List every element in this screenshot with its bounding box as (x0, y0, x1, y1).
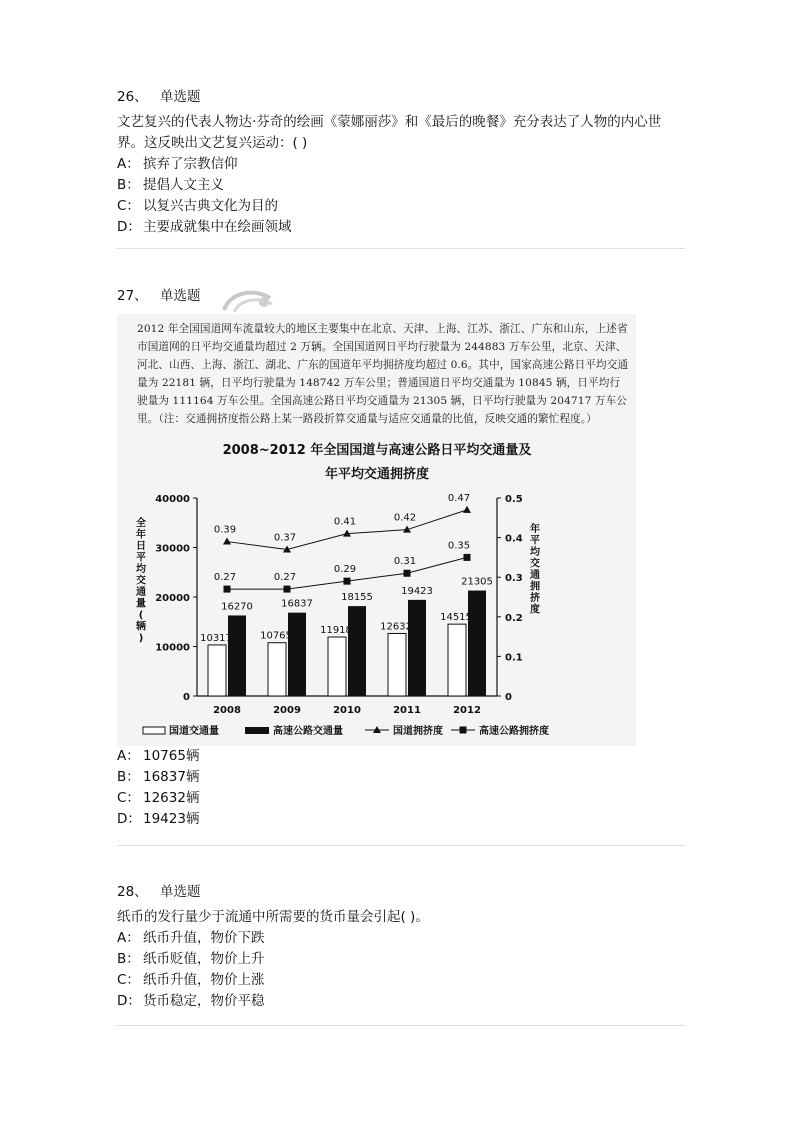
option-a[interactable]: A： 10765辆 (117, 748, 200, 764)
line-value-label: 0.42 (393, 512, 417, 524)
figure-paragraph: 2012 年全国国道网车流量较大的地区主要集中在北京、天津、上海、江苏、浙江、广东和山东，上述省市国道网的日平均交通量均超过 2 万辆。全国国道网日平均行驶量为 244883 万车公里，北京、天津、河北、山西、上海、浙江、湖北、广东的国道年平均拥挤度均超过 0.6。其中，国家高速公路日平均交通量为 22181 辆，日平均行驶量为 148742 万车公里；普通国道日平均交通量为 10845 辆，日平均行驶量为 111164 万车公里。全国高速公路日平均交通量为 21305 辆，日平均行驶量为 204717 万车公里。（注：交通拥挤度指公路上某一路段折算交通量与适应交通量的比值，反映交通的繁忙程度。） (137, 323, 629, 425)
option-a[interactable]: A： 纸币升值，物价下跌 (117, 930, 265, 946)
swirl-watermark-icon (220, 286, 280, 316)
legend-swatch-gaosu (245, 727, 269, 734)
question-number: 26、 (117, 89, 148, 105)
divider (117, 248, 685, 249)
y-tick-label: 20000 (155, 593, 190, 604)
question-header (117, 86, 687, 108)
question-number: 28、 (117, 884, 148, 900)
bar-value-label: 16837 (281, 598, 313, 610)
bar-gaosu (468, 591, 486, 696)
question-27-options (117, 746, 687, 830)
bar-guodao (328, 637, 346, 696)
chart (117, 314, 636, 746)
legend-label: 国道拥挤度 (393, 726, 443, 737)
y-axis-title: 全年日平均交通量(辆) (136, 518, 146, 644)
option-b[interactable]: B： 纸币贬值，物价上升 (117, 951, 265, 967)
question-27 (117, 285, 687, 307)
x-tick-label: 2010 (333, 705, 361, 716)
legend-swatch-guodao (143, 727, 165, 734)
option-c[interactable]: C： 12632辆 (117, 790, 200, 806)
line-value-label: 0.35 (447, 540, 471, 552)
line-value-label: 0.47 (447, 492, 471, 504)
option-d[interactable]: D： 货币稳定，物价平稳 (117, 993, 265, 1009)
line-value-label: 0.37 (273, 532, 297, 544)
question-type: 单选题 (159, 884, 201, 900)
option-c[interactable]: C： 以复兴古典文化为目的 (117, 198, 278, 214)
chart-figure (117, 314, 636, 746)
bar-gaosu (408, 600, 426, 696)
line-value-label: 0.27 (273, 572, 297, 584)
bar-value-label: 16270 (221, 601, 253, 613)
y2-tick-label: 0.2 (505, 612, 523, 624)
question-type: 单选题 (159, 288, 201, 304)
legend (143, 724, 549, 737)
y-axis-label (135, 516, 146, 644)
bar-gaosu (348, 606, 366, 696)
line-value-label: 0.39 (213, 524, 237, 536)
line-value-label: 0.31 (393, 556, 417, 568)
y-tick-label: 10000 (155, 642, 190, 654)
legend-square-icon (460, 727, 467, 734)
bar-guodao (268, 643, 286, 696)
y2-tick-label: 0.1 (505, 652, 523, 664)
question-type: 单选题 (159, 89, 201, 105)
bar-guodao (388, 633, 406, 696)
triangle-marker (463, 506, 471, 513)
chart-title-line2: 年平均交通拥挤度 (324, 467, 430, 482)
x-tick-label: 2012 (453, 705, 481, 716)
question-number: 27、 (117, 288, 148, 304)
bar-guodao (208, 645, 226, 696)
square-marker (404, 570, 411, 577)
line-value-label: 0.29 (333, 564, 357, 576)
triangle-marker (223, 538, 231, 545)
y-tick-label: 40000 (155, 494, 190, 505)
question-26 (117, 86, 687, 238)
bar-value-label: 10317 (200, 632, 232, 644)
option-c[interactable]: C： 纸币升值，物价上涨 (117, 972, 265, 988)
bar-value-label: 12632 (380, 621, 412, 633)
legend-label: 高速公路拥挤度 (479, 726, 549, 737)
option-d[interactable]: D： 主要成就集中在绘画领域 (117, 219, 292, 235)
option-b[interactable]: B： 16837辆 (117, 769, 200, 785)
square-marker (224, 586, 231, 593)
line-value-label: 0.41 (333, 516, 357, 528)
bar-guodao (448, 624, 466, 696)
question-stem: 文艺复兴的代表人物达·芬奇的绘画《蒙娜丽莎》和《最后的晚餐》充分表达了人物的内心世界。这反映出文艺复兴运动：( ) (117, 114, 662, 151)
bar-gaosu (228, 615, 246, 696)
y2-tick-label: 0.4 (505, 533, 523, 545)
y2-tick-label: 0.5 (505, 494, 523, 505)
y2-tick-label: 0.3 (505, 573, 523, 585)
bar-value-label: 21305 (461, 576, 493, 588)
y2-axis-title: 年平均交通拥挤度 (530, 524, 540, 616)
question-28 (117, 881, 687, 1012)
bar-value-label: 18155 (341, 592, 373, 604)
option-a[interactable]: A： 摈弃了宗教信仰 (117, 156, 238, 172)
x-tick-label: 2011 (393, 705, 421, 716)
option-b[interactable]: B： 提倡人文主义 (117, 177, 224, 193)
square-marker (344, 578, 351, 585)
question-header (117, 285, 687, 307)
y2-tick-label: 0 (505, 692, 512, 703)
bar-gaosu (288, 613, 306, 696)
line-value-label: 0.27 (213, 572, 237, 584)
question-header (117, 881, 687, 903)
option-d[interactable]: D： 19423辆 (117, 811, 200, 827)
y-tick-label: 30000 (155, 543, 190, 555)
bar-value-label: 19423 (401, 585, 433, 597)
bar-value-label: 14515 (440, 612, 472, 624)
chart-title-line1: 2008~2012 年全国国道与高速公路日平均交通量及 (222, 443, 532, 458)
x-tick-label: 2008 (213, 705, 241, 716)
legend-label: 高速公路交通量 (273, 726, 343, 737)
square-marker (284, 586, 291, 593)
divider (117, 845, 685, 846)
bar-value-label: 11918 (320, 625, 352, 637)
y2-axis-label (530, 522, 540, 616)
legend-label: 国道交通量 (169, 726, 219, 737)
question-stem: 纸币的发行量少于流通中所需要的货币量会引起( )。 (117, 909, 429, 925)
bar-value-label: 10765 (260, 630, 292, 642)
square-marker (464, 554, 471, 561)
x-tick-label: 2009 (273, 705, 301, 716)
divider (117, 1025, 685, 1026)
y-tick-label: 0 (183, 692, 190, 703)
